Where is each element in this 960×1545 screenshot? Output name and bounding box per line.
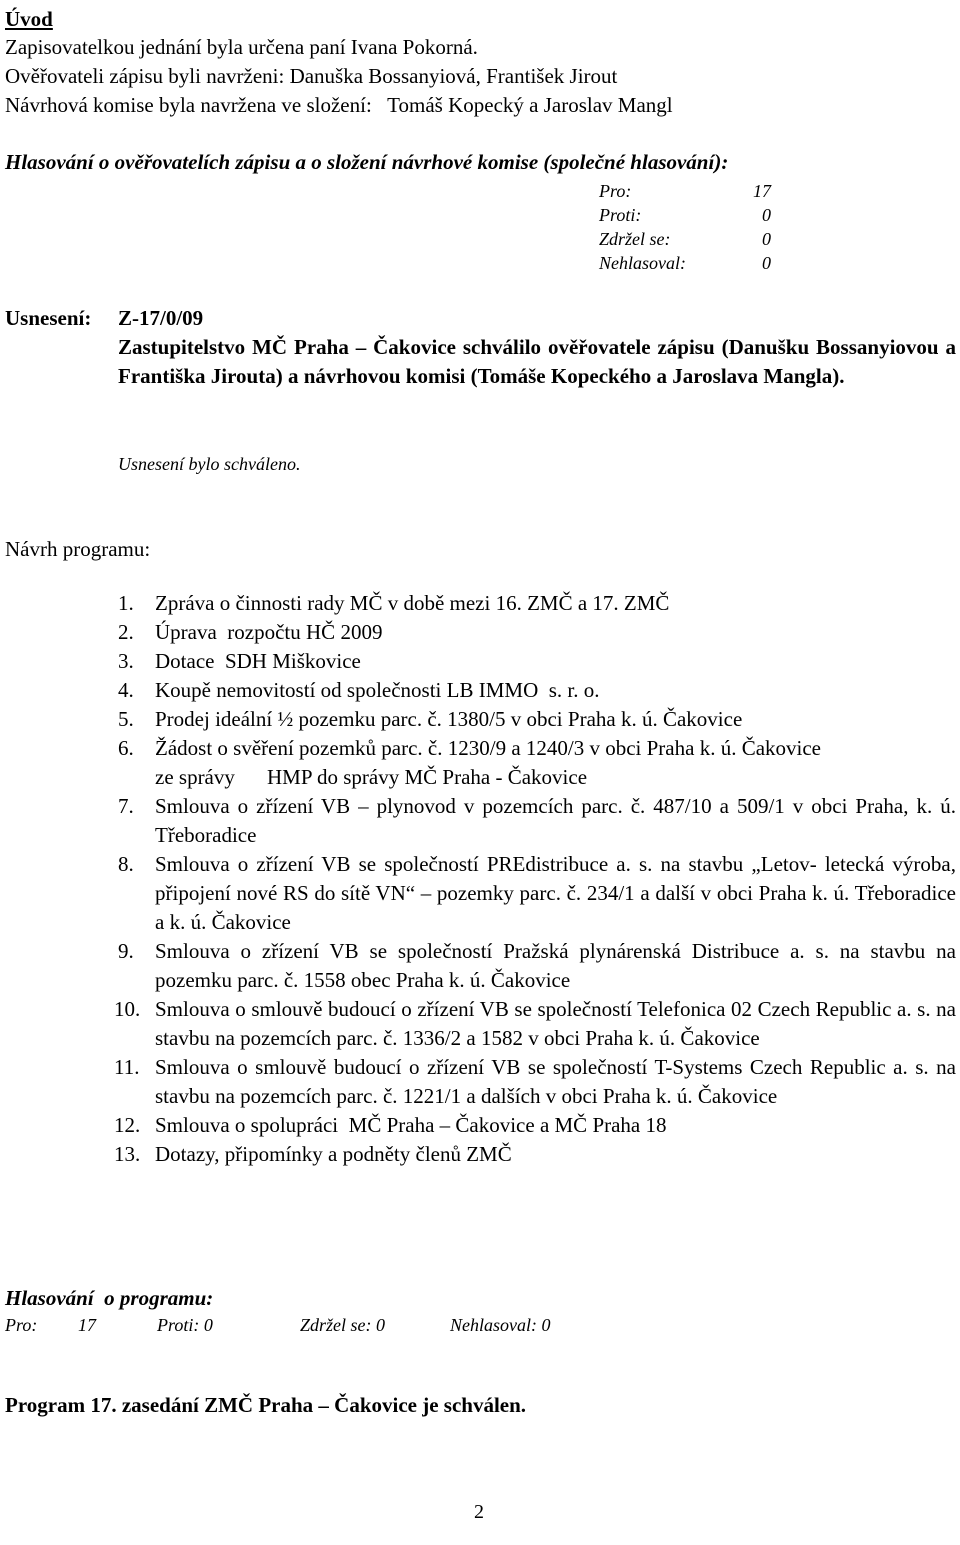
program-approved-statement: Program 17. zasedání ZMČ Praha – Čakovice je schválen. [5, 1393, 527, 1417]
vote2-title: Hlasování o programu: [5, 1286, 214, 1310]
intro-line-recorder: Zapisovatelkou jednání byla určena paní Ivana Pokorná. [5, 35, 478, 59]
program-item [118, 850, 956, 937]
program-item-number: 8. [118, 852, 134, 876]
page-number: 2 [474, 1501, 484, 1523]
vote2-pro-label: Pro: [5, 1315, 38, 1335]
vote2-nehlasoval: Nehlasoval: 0 [450, 1315, 551, 1335]
program-item-text: Úprava rozpočtu HČ 2009 [155, 620, 383, 644]
vote2-pro-value: 17 [78, 1315, 96, 1335]
intro-line-verifiers: Ověřovateli zápisu byli navrženi: Danuška Bossanyiová, František Jirout [5, 64, 618, 88]
resolution-text: Zastupitelstvo MČ Praha – Čakovice schválilo ověřovatele zápisu (Danušku Bossanyiovou a Františka Jirouta) a návrhovou komisi (Tomáše Kopeckého a Jaroslava Mangla). [118, 335, 956, 388]
program-item-number: 12. [114, 1113, 141, 1137]
program-item [114, 995, 956, 1053]
program-item-text: Smlouva o zřízení VB – plynovod v pozemcích parc. č. 487/10 a 509/1 v obci Praha, k. ú. Třeboradice [155, 794, 956, 847]
program-item-text: Smlouva o zřízení VB se společností PREdistribuce a. s. na stavbu „Letov- letecká výroba, připojení nové RS do sítě VN“ – pozemky parc. č. 234/1 a další v obci Praha k. ú. Třeboradice a k. ú. Čakovice [155, 852, 956, 934]
program-item-number: 9. [118, 939, 134, 963]
program-item-text: Smlouva o spolupráci MČ Praha – Čakovice a MČ Praha 18 [155, 1113, 667, 1137]
resolution-label: Usnesení: [5, 306, 92, 330]
program-item-number: 11. [114, 1055, 140, 1079]
program-item [118, 734, 956, 792]
vote2-proti: Proti: 0 [157, 1315, 213, 1335]
vote1-pro-label: Pro: [599, 181, 632, 201]
program-item [118, 647, 956, 676]
program-item [118, 705, 956, 734]
program-item-number: 7. [118, 794, 134, 818]
program-item [114, 1140, 956, 1169]
program-item-text: Dotazy, připomínky a podněty členů ZMČ [155, 1142, 512, 1166]
vote1-proti-value: 0 [762, 205, 771, 225]
intro-heading: Úvod [5, 7, 53, 31]
vote1-zdrzel-label: Zdržel se: [599, 229, 671, 249]
program-item-number: 4. [118, 678, 134, 702]
vote1-row-pro [599, 180, 771, 203]
program-item-text: Smlouva o smlouvě budoucí o zřízení VB se společností Telefonica 02 Czech Republic a. s. na stavbu na pozemcích parc. č. 1336/2 a 1582 v obci Praha k. ú. Čakovice [155, 997, 956, 1050]
vote2-zdrzel: Zdržel se: 0 [300, 1315, 385, 1335]
program-item-number: 1. [118, 591, 134, 615]
program-item-number: 13. [114, 1142, 141, 1166]
vote1-nehlasoval-label: Nehlasoval: [599, 253, 686, 273]
program-item [118, 618, 956, 647]
program-item-text: Smlouva o zřízení VB se společností Pražská plynárenská Distribuce a. s. na stavbu na pozemku parc. č. 1558 obec Praha k. ú. Čakovice [155, 939, 956, 992]
program-item [118, 676, 956, 705]
program-item-text: Smlouva o smlouvě budoucí o zřízení VB se společností T-Systems Czech Republic a. s. na stavbu na pozemcích parc. č. 1221/1 a dalších v obci Praha k. ú. Čakovice [155, 1055, 956, 1108]
program-item-sub-b: HMP do správy MČ Praha - Čakovice [267, 765, 588, 789]
vote1-zdrzel-value: 0 [762, 229, 771, 249]
vote1-nehlasoval-value: 0 [762, 253, 771, 273]
program-item-number: 3. [118, 649, 134, 673]
vote1-row-zdrzel [599, 228, 771, 251]
program-heading: Návrh programu: [5, 537, 151, 561]
program-item [118, 937, 956, 995]
program-item [114, 1111, 956, 1140]
vote1-pro-value: 17 [753, 181, 771, 201]
program-item-sub-a: ze správy [155, 765, 235, 789]
resolution-number: Z-17/0/09 [118, 306, 204, 330]
program-item-number: 5. [118, 707, 134, 731]
program-item-text: Koupě nemovitostí od společnosti LB IMMO s. r. o. [155, 678, 600, 702]
program-item-number: 10. [114, 997, 141, 1021]
vote1-row-proti [599, 204, 771, 227]
program-item-number: 6. [118, 736, 134, 760]
program-item [118, 792, 956, 850]
vote1-row-nehlasoval [599, 252, 771, 275]
program-item-text: Zpráva o činnosti rady MČ v době mezi 16. ZMČ a 17. ZMČ [155, 591, 670, 615]
program-item-text: Žádost o svěření pozemků parc. č. 1230/9 a 1240/3 v obci Praha k. ú. Čakovice [155, 736, 821, 760]
resolution-status: Usnesení bylo schváleno. [118, 454, 301, 474]
program-item-text: Dotace SDH Miškovice [155, 649, 361, 673]
intro-line-committee: Návrhová komise byla navržena ve složení: Tomáš Kopecký a Jaroslav Mangl [5, 93, 673, 117]
program-list [114, 589, 956, 1169]
program-item-text: Prodej ideální ½ pozemku parc. č. 1380/5 v obci Praha k. ú. Čakovice [155, 707, 743, 731]
vote1-proti-label: Proti: [599, 205, 642, 225]
vote1-title: Hlasování o ověřovatelích zápisu a o složení návrhové komise (společné hlasování): [5, 150, 729, 174]
program-item [118, 589, 956, 618]
program-item-number: 2. [118, 620, 134, 644]
program-item [114, 1053, 956, 1111]
